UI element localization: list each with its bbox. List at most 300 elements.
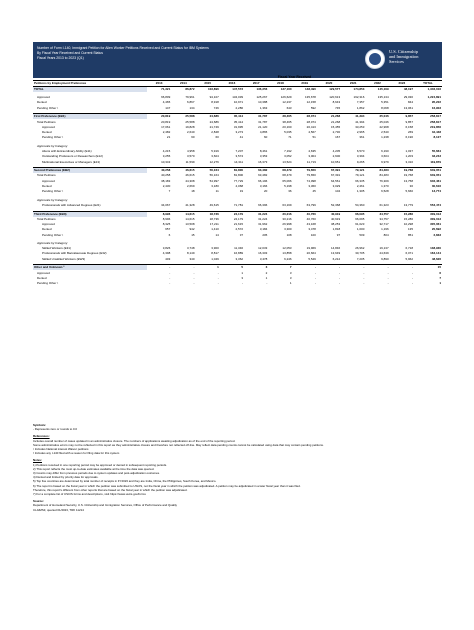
- table-cell: 20,819: [161, 119, 171, 124]
- table-cell: 11,719: [306, 159, 316, 164]
- table-cell: 8,643: [332, 100, 341, 105]
- row-label: Denied: [42, 227, 52, 232]
- table-cell: 44,308: [185, 178, 195, 183]
- table-cell: 20,664: [306, 251, 316, 256]
- table-cell: 26,998: [282, 221, 292, 226]
- table-cell: 1,370: [381, 184, 389, 188]
- table-cell: 95,222: [431, 100, 441, 105]
- table-cell: 52,368: [330, 202, 341, 207]
- table-cell: -: [339, 270, 341, 275]
- table-cell: 7: [168, 189, 171, 194]
- row-label: Approvals by Category: [37, 197, 68, 202]
- note-line: Some administrative errors may not be reflected in this report as they administrative closure and therefore not reflected off-line. May reflect data pending counts cannot be calculated using data that may contain pending petitions.: [33, 442, 324, 447]
- table-cell: 6,212: [332, 256, 341, 261]
- table-cell: 1: [439, 281, 441, 286]
- table-cell: 3: [289, 270, 292, 275]
- table-cell: 26,962: [355, 246, 365, 251]
- table-cell: 269: [407, 130, 413, 135]
- table-cell: 12,276: [209, 159, 219, 164]
- table-cell: 100: [310, 232, 316, 237]
- table-cell: 35,414: [233, 119, 244, 124]
- petitions-table: [33, 80, 442, 286]
- table-cell: 3,394: [356, 154, 365, 159]
- table-cell: 30,705: [355, 251, 365, 256]
- column-header-year: TOTAL: [414, 81, 442, 87]
- table-cell: 48,197: [390, 87, 414, 93]
- table-cell: 20,413: [306, 124, 316, 129]
- column-header-year: 2019: [293, 81, 317, 87]
- table-row: [33, 281, 442, 286]
- table-cell: 40,919: [317, 211, 341, 217]
- table-cell: 66,095: [355, 216, 365, 221]
- table-cell: 3,273: [235, 130, 244, 135]
- table-cell: 1,037: [405, 149, 413, 154]
- table-cell: 844: [407, 100, 413, 105]
- table-cell: 16,303: [258, 251, 268, 256]
- table-cell: 13,061: [403, 105, 413, 110]
- table-cell: 3,360: [308, 184, 316, 188]
- table-cell: 1,224,891: [427, 95, 441, 100]
- table-cell: 33,243: [431, 154, 441, 159]
- column-header-label: Petitions by Employment Preference: [33, 81, 147, 87]
- table-cell: 71: [288, 135, 292, 140]
- table-cell: 16,889: [233, 251, 244, 256]
- table-cell: 14,311: [234, 159, 244, 164]
- table-cell: 851: [407, 232, 413, 237]
- table-cell: -: [387, 281, 389, 286]
- table-cell: 41,394: [355, 119, 365, 124]
- table-cell: 219,856: [430, 124, 441, 129]
- table-cell: -: [266, 281, 268, 286]
- table-cell: 45: [312, 189, 316, 194]
- table-cell: 21,615: [233, 221, 244, 226]
- table-cell: 8,918: [211, 100, 219, 105]
- row-label: Approvals by Category: [37, 143, 68, 148]
- table-cell: 25,046: [365, 114, 389, 120]
- table-cell: 63,482: [258, 173, 268, 178]
- table-cell: 3,166: [259, 184, 268, 188]
- table-cell: 553,474: [430, 202, 441, 207]
- table-cell: 15,455: [330, 124, 341, 129]
- table-cell: 12,053: [282, 246, 292, 251]
- table-cell: 12,158: [306, 100, 316, 105]
- column-header-year: 2022: [365, 81, 389, 87]
- table-cell: -: [412, 281, 413, 286]
- table-cell: 3: [289, 275, 292, 280]
- table-cell: 103,896: [196, 87, 220, 93]
- table-cell: 3,478: [308, 227, 316, 232]
- table-cell: 258,817: [430, 119, 441, 124]
- table-cell: 126,629: [280, 95, 292, 100]
- table-cell: 6,718: [405, 246, 413, 251]
- row-label: Total Petitions: [37, 216, 56, 221]
- table-cell: -: [390, 265, 414, 271]
- table-cell: 1: [241, 270, 244, 275]
- table-cell: 21,268: [330, 119, 341, 124]
- note-line: - Represents zero or rounds to 0.0: [33, 427, 78, 432]
- references-list: [33, 439, 442, 456]
- table-cell: 15: [191, 232, 195, 237]
- table-cell: 3,604: [381, 154, 389, 159]
- column-header-year: 2020: [317, 81, 341, 87]
- table-cell: 3,353: [259, 154, 268, 159]
- table-cell: 2,540: [381, 130, 389, 135]
- table-cell: 657: [165, 227, 171, 232]
- table-cell: 66,809: [161, 95, 171, 100]
- row-label: Approved: [37, 95, 50, 100]
- table-cell: 32,717: [379, 221, 389, 226]
- table-cell: -: [387, 275, 389, 280]
- table-cell: 205: [262, 232, 268, 237]
- table-cell: 24,639: [379, 251, 389, 256]
- table-cell: -: [217, 275, 219, 280]
- table-cell: 31,224: [244, 211, 268, 217]
- table-cell: 48,626: [431, 256, 441, 261]
- table-cell: 20: [263, 189, 268, 194]
- table-cell: 5,919: [211, 149, 219, 154]
- note-line: 4) Denied and limited by priority date for approvals.: [33, 475, 99, 480]
- table-cell: -: [293, 265, 317, 271]
- table-cell: 145,169: [365, 87, 389, 93]
- table-cell: 68,479: [268, 168, 292, 174]
- table-cell: 135: [407, 227, 413, 232]
- table-cell: 509: [359, 232, 365, 237]
- note-line: 2) This report reflects the most up-to-date estimates available at the time the data was queried.: [33, 466, 155, 471]
- table-cell: 19,828: [185, 124, 195, 129]
- table-cell: 36: [288, 189, 292, 194]
- table-cell: 51: [312, 135, 316, 140]
- table-cell: 5,035: [284, 130, 292, 135]
- row-label: Second Preference (EB2): [33, 168, 147, 174]
- table-cell: 9,857: [390, 114, 414, 120]
- table-cell: -: [339, 281, 341, 286]
- row-label: Total Petitions: [37, 119, 56, 124]
- table-cell: 649,051: [414, 168, 442, 174]
- table-cell: 14,615: [171, 211, 195, 217]
- table-cell: 119,879: [430, 159, 441, 164]
- table-cell: -: [341, 265, 365, 271]
- table-cell: 5: [220, 265, 244, 271]
- table-cell: 3,184: [259, 227, 268, 232]
- table-cell: 15: [414, 265, 442, 271]
- table-cell: 7,357: [356, 100, 365, 105]
- row-label: Skilled Workers (E31): [42, 246, 71, 251]
- table-cell: 8,068: [381, 105, 389, 110]
- table-cell: 1,196: [381, 227, 389, 232]
- notes-list: [33, 463, 442, 497]
- table-cell: 134: [189, 105, 195, 110]
- table-cell: 16,373: [258, 159, 268, 164]
- row-label: Professionals with Baccalaureate Degrees (E32): [42, 251, 107, 256]
- table-cell: 746: [213, 105, 219, 110]
- table-cell: 135,678: [305, 95, 316, 100]
- table-cell: 21: [166, 135, 171, 140]
- table-cell: 10,651: [330, 159, 341, 164]
- table-cell: 3,362: [235, 256, 244, 261]
- table-cell: 7,205: [356, 256, 365, 261]
- table-cell: 6: [439, 270, 441, 275]
- table-cell: 2,600: [332, 154, 341, 159]
- table-cell: 4,635: [308, 149, 316, 154]
- table-cell: 60: [191, 135, 195, 140]
- table-cell: 5,660: [405, 189, 413, 194]
- table-cell: -: [193, 270, 195, 275]
- table-cell: 3,574: [235, 154, 244, 159]
- table-cell: 38,465: [268, 114, 292, 120]
- table-cell: 46,615: [171, 168, 195, 174]
- table-cell: 804: [383, 232, 389, 237]
- table-cell: 2,286: [235, 105, 244, 110]
- table-cell: -: [217, 281, 219, 286]
- table-cell: 129,577: [317, 87, 341, 93]
- table-cell: 2,848: [211, 130, 219, 135]
- table-cell: 4,865: [259, 130, 268, 135]
- table-cell: 10,388: [258, 100, 268, 105]
- column-header-year: 2021: [341, 81, 365, 87]
- table-cell: 12,033: [258, 246, 268, 251]
- table-cell: 30,216: [282, 216, 292, 221]
- table-cell: 66,335: [355, 178, 365, 183]
- table-cell: 79,650: [306, 173, 316, 178]
- table-cell: 2,482: [162, 130, 171, 135]
- table-cell: 94,107: [209, 95, 219, 100]
- table-cell: 54,360: [355, 202, 365, 207]
- table-cell: 63,799: [306, 202, 316, 207]
- table-cell: 3: [244, 265, 268, 271]
- table-cell: 18,736: [196, 211, 220, 217]
- table-cell: 104: [335, 189, 341, 194]
- table-cell: 14,846: [330, 246, 341, 251]
- table-cell: 258,817: [414, 114, 442, 120]
- table-cell: 137,160: [268, 87, 292, 93]
- table-cell: 6,570: [356, 149, 365, 154]
- references-heading: References:: [33, 434, 50, 439]
- table-cell: 6,867: [187, 100, 195, 105]
- table-cell: 2,730: [332, 130, 341, 135]
- table-cell: 66,196: [258, 178, 268, 183]
- table-cell: 22,968: [379, 124, 389, 129]
- row-label: Pending Other ¹: [42, 135, 64, 140]
- table-cell: 3,310: [405, 159, 413, 164]
- table-cell: -: [339, 275, 341, 280]
- table-cell: 24,179: [220, 211, 244, 217]
- table-cell: 2,965: [356, 130, 365, 135]
- row-label: Pending Other ¹: [42, 189, 64, 194]
- row-label: TOTAL: [33, 87, 147, 93]
- table-cell: 79,961: [185, 95, 195, 100]
- table-cell: 649,051: [430, 173, 441, 178]
- report-period: Fiscal Years 2013 to 2023 (Q1): [37, 56, 84, 61]
- table-cell: 6: [168, 232, 171, 237]
- table-cell: 66,396: [258, 202, 268, 207]
- table-cell: 38,253: [330, 221, 341, 226]
- table-cell: 13,858: [282, 251, 292, 256]
- table-cell: -: [169, 281, 171, 286]
- table-cell: 31,787: [258, 119, 268, 124]
- row-label: Pending Other ¹: [37, 281, 59, 286]
- table-cell: 34,757: [365, 211, 389, 217]
- table-cell: 3,255: [162, 154, 171, 159]
- row-label: Total Petitions: [37, 173, 56, 178]
- row-label: Pending Other ¹: [42, 232, 64, 237]
- table-body: [33, 87, 442, 287]
- table-cell: 19,969: [306, 246, 316, 251]
- agency-name: U.S. Citizenship and Immigration Services: [389, 49, 419, 64]
- table-cell: 7: [268, 265, 292, 271]
- table-cell: 79,650: [293, 168, 317, 174]
- table-cell: 84,483: [365, 168, 389, 174]
- table-cell: 3,300: [284, 227, 292, 232]
- table-cell: 8,325: [162, 221, 171, 226]
- table-cell: -: [314, 270, 316, 275]
- table-cell: 7,207: [235, 149, 244, 154]
- table-cell: 6,071: [405, 251, 413, 256]
- table-cell: 3: [241, 275, 244, 280]
- table-cell: 162,316: [353, 95, 365, 100]
- table-cell: 147,573: [220, 87, 244, 93]
- table-cell: 2,461: [356, 184, 365, 188]
- table-cell: 4,567: [308, 130, 316, 135]
- table-cell: 84,483: [379, 173, 389, 178]
- table-cell: 64,561: [330, 178, 341, 183]
- row-label: Other and Unknown ²: [33, 265, 147, 271]
- report-title-block: [37, 46, 347, 62]
- table-cell: 20,819: [147, 114, 171, 120]
- table-cell: -: [363, 281, 365, 286]
- table-cell: 77,729: [233, 178, 244, 183]
- table-cell: -: [314, 281, 316, 286]
- table-cell: 134,039: [232, 95, 244, 100]
- table-cell: 18,736: [209, 216, 219, 221]
- table-cell: -: [317, 265, 341, 271]
- table-cell: 13,779: [403, 202, 413, 207]
- table-cell: 1,305: [356, 189, 365, 194]
- table-cell: 19,137: [379, 246, 389, 251]
- row-label: Denied: [37, 275, 47, 280]
- table-cell: 81,800: [220, 168, 244, 174]
- table-cell: 340: [189, 256, 195, 261]
- table-cell: 65,066: [282, 178, 292, 183]
- table-cell: 2,833: [433, 232, 441, 237]
- table-cell: 2,430: [162, 184, 171, 188]
- table-cell: 592: [310, 105, 316, 110]
- table-cell: 5,351: [381, 100, 389, 105]
- table-cell: 163,144: [430, 251, 441, 256]
- table-cell: 10,343: [161, 159, 171, 164]
- table-cell: 20,160: [282, 124, 292, 129]
- table-cell: 3,570: [187, 154, 195, 159]
- table-cell: 2,669: [187, 184, 195, 188]
- notes-heading: Notes:: [33, 458, 42, 463]
- table-cell: 1,363: [259, 105, 268, 110]
- table-cell: 13,508: [185, 221, 195, 226]
- note-line: 6) The report is based on the fiscal year in which the petition was submitted to USCIS, not the fiscal year in which the petition was adjudicated. A petition may be adjudicated in a later fiscal year than it was filed.: [33, 483, 301, 488]
- row-label: Approved: [42, 178, 55, 183]
- table-cell: 24,179: [233, 216, 244, 221]
- table-cell: 74,098: [306, 178, 316, 183]
- row-label: Approved: [42, 221, 55, 226]
- table-cell: 19: [239, 189, 244, 194]
- table-cell: 8,127: [433, 135, 441, 140]
- table-cell: 15,286: [403, 216, 413, 221]
- dhs-seal-icon: [365, 49, 385, 69]
- footnotes: [33, 420, 442, 512]
- note-line: Therefore, this report's different from other reports that are based on the fiscal year in which the petition was adjudicated.: [33, 487, 188, 492]
- column-header-year: 2013: [147, 81, 171, 87]
- table-cell: 40,919: [330, 216, 341, 221]
- table-cell: 10,298: [403, 221, 413, 226]
- table-cell: 49,615: [209, 202, 219, 207]
- table-cell: 309,013: [430, 216, 441, 221]
- table-cell: 16,903: [431, 105, 441, 110]
- column-header-year: 2017: [244, 81, 268, 87]
- table-cell: 2,572: [235, 227, 244, 232]
- table-cell: 5,198: [284, 184, 292, 188]
- table-cell: 3,478: [259, 256, 268, 261]
- table-cell: 67,391: [317, 168, 341, 174]
- table-cell: 34,448: [431, 130, 441, 135]
- table-cell: 43,168: [306, 221, 316, 226]
- symbols-list: [33, 427, 442, 431]
- table-cell: 361: [359, 135, 365, 140]
- table-cell: 11,346: [234, 246, 244, 251]
- row-label: Pending Other ¹: [37, 105, 59, 110]
- table-cell: 41,328: [185, 202, 195, 207]
- table-cell: 30,216: [268, 211, 292, 217]
- table-cell: -: [387, 270, 389, 275]
- table-cell: 8,461: [259, 149, 268, 154]
- column-header-year: 2015: [196, 81, 220, 87]
- table-cell: 403: [165, 256, 171, 261]
- table-cell: 6,190: [381, 149, 389, 154]
- table-cell: 79,121: [355, 173, 365, 178]
- table-cell: 25,588: [185, 119, 195, 124]
- table-cell: 11: [215, 189, 219, 194]
- table-cell: 4,205: [332, 149, 341, 154]
- table-cell: 31,787: [244, 114, 268, 120]
- table-cell: 35,414: [220, 114, 244, 120]
- table-cell: 31,962: [258, 221, 268, 226]
- table-cell: 21,120: [258, 124, 268, 129]
- table-cell: 6,246: [284, 256, 292, 261]
- table-cell: -: [412, 270, 413, 275]
- table-cell: 136,356: [244, 87, 268, 93]
- table-cell: 55,664: [431, 149, 441, 154]
- table-cell: 3,052: [284, 154, 292, 159]
- table-cell: 10,971: [233, 100, 244, 105]
- table-cell: 15,286: [390, 211, 414, 217]
- table-cell: 19,768: [403, 173, 413, 178]
- table-cell: 6,158: [405, 124, 413, 129]
- table-cell: 34,757: [379, 216, 389, 221]
- report-header-banner: [33, 42, 442, 78]
- table-cell: 1,818: [332, 227, 341, 232]
- table-cell: -: [193, 281, 195, 286]
- row-label: Aliens with Extraordinary Ability (E11): [42, 149, 92, 154]
- row-label: Professionals with Advanced Degrees (E21): [42, 202, 101, 207]
- table-cell: 11,599: [185, 159, 195, 164]
- table-cell: 41: [239, 135, 244, 140]
- table-cell: 4,398: [162, 251, 171, 256]
- table-cell: 21,268: [317, 114, 341, 120]
- source-heading: Source:: [33, 499, 44, 504]
- table-cell: 1,049: [211, 256, 219, 261]
- table-cell: 63,169: [282, 202, 292, 207]
- table-cell: 120,613: [329, 95, 341, 100]
- table-cell: 745: [335, 105, 341, 110]
- note-line: 7) For a complete list of USCIS forms and descriptions, visit https://www.uscis.gov/forms: [33, 492, 146, 497]
- table-cell: 125,267: [256, 95, 268, 100]
